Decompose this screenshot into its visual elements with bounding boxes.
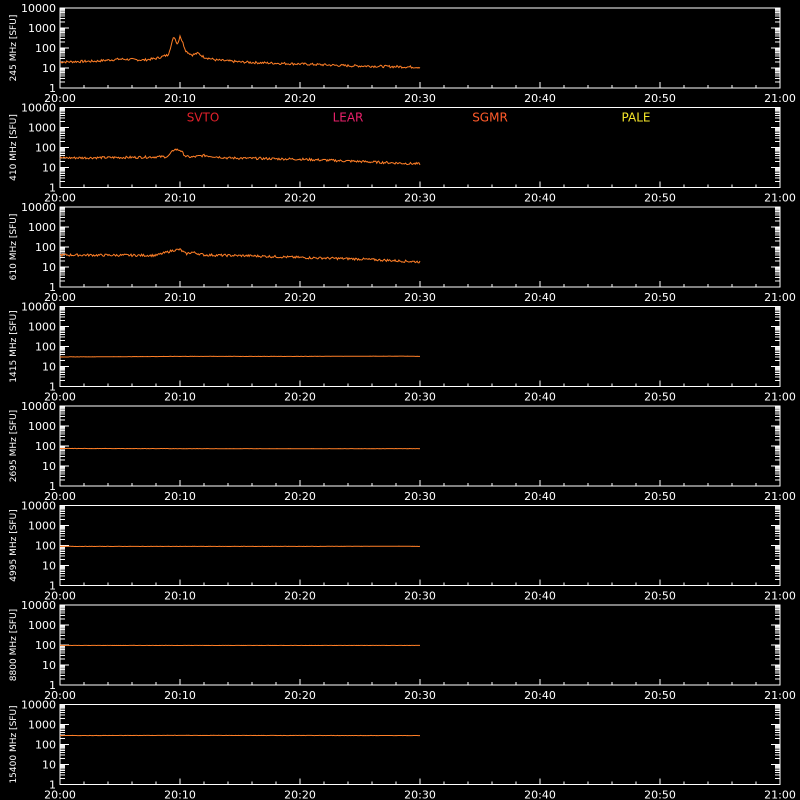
x-tick-label: 21:00: [764, 191, 796, 205]
y-tick-label: 10000: [21, 201, 56, 214]
x-tick-label: 20:40: [524, 390, 556, 404]
y-tick-label: 10000: [21, 300, 56, 314]
y-tick-label: 10000: [21, 499, 56, 513]
y-axis-label: 15400 MHz [SFU]: [9, 705, 19, 784]
x-tick-label: 21:00: [764, 589, 796, 603]
x-tick-label: 20:30: [404, 490, 436, 503]
y-tick-label: 1000: [28, 420, 56, 433]
x-tick-label: 20:40: [524, 788, 556, 800]
y-tick-label: 100: [35, 141, 56, 155]
x-tick-label: 20:30: [404, 689, 436, 702]
y-tick-label: 1000: [28, 221, 56, 234]
x-tick-label: 20:40: [524, 490, 556, 503]
x-tick-label: 20:00: [44, 390, 76, 404]
x-tick-label: 20:50: [644, 490, 676, 503]
x-tick-label: 20:50: [644, 92, 676, 105]
x-tick-label: 21:00: [764, 92, 796, 105]
x-tick-label: 21:00: [764, 788, 796, 800]
y-tick-label: 1: [49, 778, 56, 792]
y-tick-label: 1: [49, 480, 56, 493]
x-tick-label: 20:20: [284, 788, 316, 800]
y-tick-label: 10000: [21, 698, 56, 712]
x-tick-label: 20:30: [404, 92, 436, 105]
y-tick-label: 100: [35, 42, 56, 55]
x-tick-label: 21:00: [764, 689, 796, 702]
x-tick-label: 20:10: [164, 689, 196, 702]
x-tick-label: 20:20: [284, 390, 316, 404]
y-tick-label: 1: [49, 82, 56, 95]
y-axis-label: 1415 MHz [SFU]: [9, 310, 19, 383]
y-tick-label: 10000: [21, 599, 56, 612]
y-tick-label: 100: [35, 539, 56, 553]
y-tick-label: 10: [42, 659, 56, 672]
y-axis-label: 8800 MHz [SFU]: [9, 608, 19, 682]
x-tick-label: 20:30: [404, 788, 436, 800]
x-tick-label: 20:00: [44, 191, 76, 205]
x-tick-label: 21:00: [764, 291, 796, 304]
x-tick-label: 20:10: [164, 490, 196, 503]
x-tick-label: 20:50: [644, 788, 676, 800]
x-tick-label: 20:40: [524, 92, 556, 105]
legend-station-lear: LEAR: [332, 110, 364, 125]
x-tick-label: 20:10: [164, 589, 196, 603]
y-tick-label: 100: [35, 241, 56, 254]
y-tick-label: 10: [42, 460, 56, 473]
x-tick-label: 20:40: [524, 589, 556, 603]
x-tick-label: 20:00: [44, 92, 76, 105]
y-axis-label: 245 MHz [SFU]: [9, 14, 19, 82]
x-tick-label: 20:20: [284, 589, 316, 603]
y-tick-label: 100: [35, 340, 56, 354]
y-tick-label: 10: [42, 360, 56, 374]
x-tick-label: 20:20: [284, 689, 316, 702]
y-tick-label: 1000: [28, 718, 56, 732]
x-tick-label: 20:50: [644, 689, 676, 702]
y-tick-label: 1000: [28, 320, 56, 334]
x-tick-label: 20:00: [44, 589, 76, 603]
x-tick-label: 20:50: [644, 589, 676, 603]
x-tick-label: 20:20: [284, 191, 316, 205]
x-tick-label: 20:40: [524, 291, 556, 304]
y-tick-label: 1: [49, 281, 56, 294]
y-tick-label: 1000: [28, 519, 56, 533]
y-tick-label: 1000: [28, 619, 56, 632]
x-tick-label: 20:50: [644, 390, 676, 404]
y-tick-label: 10: [42, 758, 56, 772]
x-tick-label: 20:00: [44, 788, 76, 800]
y-tick-label: 1: [49, 579, 56, 593]
x-tick-label: 20:00: [44, 291, 76, 304]
legend-station-pale: PALE: [621, 110, 651, 125]
x-tick-label: 20:00: [44, 689, 76, 702]
y-tick-label: 10: [42, 62, 56, 75]
x-tick-label: 20:10: [164, 291, 196, 304]
y-tick-label: 1: [49, 181, 56, 195]
legend-station-svto: SVTO: [186, 110, 220, 125]
x-tick-label: 20:40: [524, 191, 556, 205]
x-tick-label: 20:30: [404, 589, 436, 603]
x-tick-label: 20:10: [164, 788, 196, 800]
y-tick-label: 10: [42, 261, 56, 274]
y-axis-label: 2695 MHz [SFU]: [9, 409, 19, 483]
y-tick-label: 1000: [28, 22, 56, 35]
x-tick-label: 20:00: [44, 490, 76, 503]
y-tick-label: 1: [49, 679, 56, 692]
y-tick-label: 1000: [28, 121, 56, 135]
y-axis-label: 410 MHz [SFU]: [9, 114, 19, 181]
y-tick-label: 100: [35, 738, 56, 752]
x-tick-label: 21:00: [764, 490, 796, 503]
y-tick-label: 10000: [21, 101, 56, 115]
x-tick-label: 20:20: [284, 92, 316, 105]
x-tick-label: 20:30: [404, 191, 436, 205]
legend-station-sgmr: SGMR: [472, 110, 508, 125]
y-axis-label: 610 MHz [SFU]: [9, 213, 19, 281]
x-tick-label: 20:20: [284, 490, 316, 503]
y-tick-label: 10000: [21, 2, 56, 15]
x-tick-label: 20:20: [284, 291, 316, 304]
y-tick-label: 10: [42, 161, 56, 175]
x-tick-label: 20:40: [524, 689, 556, 702]
y-tick-label: 100: [35, 639, 56, 652]
y-tick-label: 100: [35, 440, 56, 453]
y-tick-label: 10: [42, 559, 56, 573]
x-tick-label: 20:50: [644, 291, 676, 304]
x-tick-label: 20:10: [164, 390, 196, 404]
x-tick-label: 21:00: [764, 390, 796, 404]
y-tick-label: 1: [49, 380, 56, 394]
x-tick-label: 20:10: [164, 191, 196, 205]
x-tick-label: 20:30: [404, 390, 436, 404]
x-tick-label: 20:10: [164, 92, 196, 105]
y-axis-label: 4995 MHz [SFU]: [9, 509, 19, 582]
x-tick-label: 20:50: [644, 191, 676, 205]
y-tick-label: 10000: [21, 400, 56, 413]
x-tick-label: 20:30: [404, 291, 436, 304]
